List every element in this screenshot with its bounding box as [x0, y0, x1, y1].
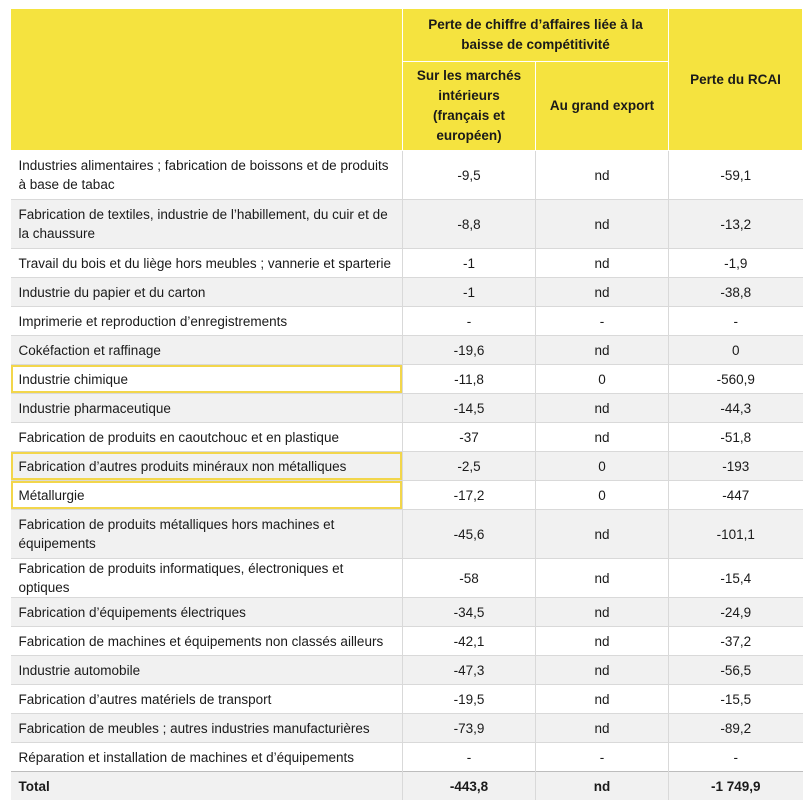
table-row	[11, 510, 803, 559]
cell-interior: -8,8	[403, 200, 536, 249]
cell-interior: -14,5	[403, 394, 536, 423]
row-label: Réparation et installation de machines et d’équipements	[11, 743, 403, 772]
cell-interior: -58	[403, 559, 536, 598]
cell-export: nd	[536, 656, 669, 685]
table-row	[11, 307, 803, 336]
cell-rcai: 0	[669, 336, 803, 365]
row-label: Industries alimentaires ; fabrication de boissons et de produits à base de tabac	[11, 151, 403, 200]
table-row	[11, 481, 803, 510]
table-row	[11, 743, 803, 772]
table-body	[11, 151, 803, 800]
row-label: Industrie automobile	[11, 656, 403, 685]
row-label: Fabrication de textiles, industrie de l’habillement, du cuir et de la chaussure	[11, 200, 403, 249]
cell-rcai: -24,9	[669, 598, 803, 627]
table-row	[11, 151, 803, 200]
row-label: Industrie pharmaceutique	[11, 394, 403, 423]
cell-rcai: -15,5	[669, 685, 803, 714]
cell-export: nd	[536, 714, 669, 743]
cell-rcai: -13,2	[669, 200, 803, 249]
cell-export: nd	[536, 423, 669, 452]
row-label: Fabrication d’équipements électriques	[11, 598, 403, 627]
table-row	[11, 278, 803, 307]
cell-rcai: -1,9	[669, 249, 803, 278]
cell-export: nd	[536, 200, 669, 249]
cell-interior: -1	[403, 278, 536, 307]
cell-rcai: -	[669, 743, 803, 772]
cell-rcai: -59,1	[669, 151, 803, 200]
row-label: Fabrication de produits informatiques, électroniques et optiques	[11, 559, 403, 598]
cell-export: 0	[536, 365, 669, 394]
table-header	[11, 9, 803, 151]
row-label-highlighted: Métallurgie	[11, 481, 403, 510]
cell-rcai: -38,8	[669, 278, 803, 307]
row-label-highlighted: Industrie chimique	[11, 365, 403, 394]
cell-export: 0	[536, 481, 669, 510]
table-row	[11, 685, 803, 714]
cell-rcai: -193	[669, 452, 803, 481]
table-row	[11, 656, 803, 685]
table-row	[11, 627, 803, 656]
cell-rcai: -56,5	[669, 656, 803, 685]
cell-export: -	[536, 743, 669, 772]
row-label-highlighted: Fabrication d’autres produits minéraux non métalliques	[11, 452, 403, 481]
row-label: Fabrication de meubles ; autres industries manufacturières	[11, 714, 403, 743]
row-label: Fabrication de produits en caoutchouc et en plastique	[11, 423, 403, 452]
cell-rcai: -447	[669, 481, 803, 510]
table-row	[11, 598, 803, 627]
cell-interior: -19,5	[403, 685, 536, 714]
cell-export: nd	[536, 249, 669, 278]
cell-export: nd	[536, 151, 669, 200]
cell-interior: -42,1	[403, 627, 536, 656]
row-label: Fabrication d’autres matériels de transport	[11, 685, 403, 714]
total-label: Total	[11, 772, 403, 800]
total-row	[11, 772, 803, 800]
cell-rcai: -51,8	[669, 423, 803, 452]
cell-export: nd	[536, 394, 669, 423]
cell-interior: -47,3	[403, 656, 536, 685]
cell-interior: -34,5	[403, 598, 536, 627]
cell-rcai: -44,3	[669, 394, 803, 423]
table-row	[11, 365, 803, 394]
cell-rcai: -560,9	[669, 365, 803, 394]
row-label: Travail du bois et du liège hors meubles ; vannerie et sparterie	[11, 249, 403, 278]
cell-interior: -45,6	[403, 510, 536, 559]
cell-export: nd	[536, 336, 669, 365]
row-label: Imprimerie et reproduction d’enregistrements	[11, 307, 403, 336]
header-group-label: Perte de chiffre d’affaires liée à la baisse de compétitivité	[403, 9, 669, 62]
header-corner	[11, 9, 403, 151]
cell-interior: -9,5	[403, 151, 536, 200]
header-rcai: Perte du RCAI	[669, 9, 803, 151]
cell-rcai: -37,2	[669, 627, 803, 656]
cell-rcai: -89,2	[669, 714, 803, 743]
table-row	[11, 249, 803, 278]
cell-interior: -73,9	[403, 714, 536, 743]
cell-rcai: -101,1	[669, 510, 803, 559]
total-rcai: -1 749,9	[669, 772, 803, 800]
table-row	[11, 200, 803, 249]
row-label: Fabrication de produits métalliques hors machines et équipements	[11, 510, 403, 559]
cell-interior: -1	[403, 249, 536, 278]
table-row	[11, 336, 803, 365]
row-label: Fabrication de machines et équipements non classés ailleurs	[11, 627, 403, 656]
cell-rcai: -	[669, 307, 803, 336]
cell-export: nd	[536, 685, 669, 714]
header-interior: Sur les marchés intérieurs (français et européen)	[403, 62, 536, 151]
cell-interior: -37	[403, 423, 536, 452]
cell-interior: -17,2	[403, 481, 536, 510]
cell-export: nd	[536, 510, 669, 559]
table-row	[11, 559, 803, 598]
row-label: Cokéfaction et raffinage	[11, 336, 403, 365]
cell-interior: -2,5	[403, 452, 536, 481]
table-row	[11, 394, 803, 423]
cell-export: nd	[536, 278, 669, 307]
table-row	[11, 423, 803, 452]
table-row	[11, 452, 803, 481]
row-label: Industrie du papier et du carton	[11, 278, 403, 307]
total-export: nd	[536, 772, 669, 800]
cell-interior: -	[403, 307, 536, 336]
cell-export: 0	[536, 452, 669, 481]
cell-interior: -19,6	[403, 336, 536, 365]
cell-export: nd	[536, 627, 669, 656]
cell-interior: -11,8	[403, 365, 536, 394]
cell-interior: -	[403, 743, 536, 772]
cell-rcai: -15,4	[669, 559, 803, 598]
header-export: Au grand export	[536, 62, 669, 151]
cell-export: nd	[536, 598, 669, 627]
cell-export: nd	[536, 559, 669, 598]
total-interior: -443,8	[403, 772, 536, 800]
cell-export: -	[536, 307, 669, 336]
table-row	[11, 714, 803, 743]
data-table	[10, 8, 803, 800]
